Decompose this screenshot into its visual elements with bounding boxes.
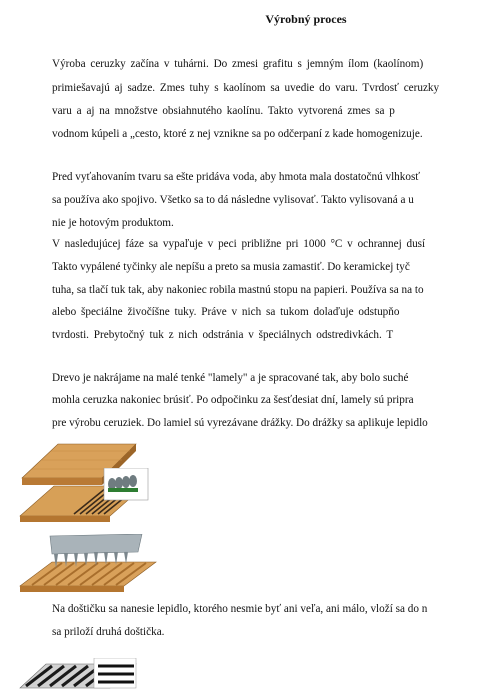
paragraph-line: Drevo je nakrájame na malé tenké "lamely" a je spracované tak, aby bolo suché — [52, 372, 409, 384]
paragraph-line: Výroba ceruzky začína v tuhárni. Do zmesi grafitu s jemným ílom (kaolínom) — [52, 58, 424, 70]
paragraph-line: tvrdosti. Prebytočný tuk z nich odstránia v špeciálnych odstredivkách. T — [52, 329, 394, 341]
paragraph-line: vodnom kúpeli a „cesto, ktoré z nej vznikne sa po odčerpaní z kade homogenizuje. — [52, 128, 423, 140]
paragraph-line: nie je hotovým produktom. — [52, 217, 174, 229]
paragraph-line: Na doštičku sa nanesie lepidlo, ktorého nesmie byť ani veľa, ani málo, vloží sa do n — [52, 603, 428, 615]
paragraph-line: pre výrobu ceruziek. Do lamiel sú vyrezávane drážky. Do drážky sa aplikuje lepidlo — [52, 417, 428, 429]
paragraph-line: Takto vypálené tyčinky ale nepíšu a preto sa musia zamastiť. Do keramickej tyč — [52, 261, 410, 273]
grooving-saw-blade-illustration — [18, 534, 158, 596]
paragraph-line: Pred vyťahovaním tvaru sa ešte pridáva voda, aby hmota mala dostatočnú vlhkosť — [52, 171, 421, 183]
glued-boards-illustration — [18, 658, 138, 690]
paragraph-line: sa používa ako spojivo. Všetko sa to dá následne vylisovať. Takto vylisovaná a u — [52, 194, 414, 206]
paragraph-line: sa priloží druhá doštička. — [52, 626, 165, 638]
document-title: Výrobný proces — [265, 12, 347, 26]
paragraph-line: primiešavajú aj sadze. Zmes tuhy s kaolínom sa uvedie do varu. Tvrdosť ceruzky — [52, 82, 440, 94]
paragraph-line: alebo špeciálne živočíšne tuky. Práve v nich sa tukom dolaďuje odstupňo — [52, 306, 400, 318]
paragraph-line: varu a aj na množstve obsiahnutého kaolínu. Takto vytvorená zmes sa p — [52, 105, 395, 117]
paragraph-line: V nasledujúcej fáze sa vypaľuje v peci približne pri 1000 °C v ochrannej dusí — [52, 238, 426, 250]
grooving-machine-illustration — [18, 468, 150, 524]
paragraph-line: tuha, sa tlačí tuk tak, aby nakoniec robila mastnú stopu na papieri. Používa sa na to — [52, 284, 424, 296]
paragraph-line: mohla ceruzka nakoniec brúsiť. Po odpočinku za šesťdesiat dní, lamely sú pripra — [52, 394, 414, 406]
